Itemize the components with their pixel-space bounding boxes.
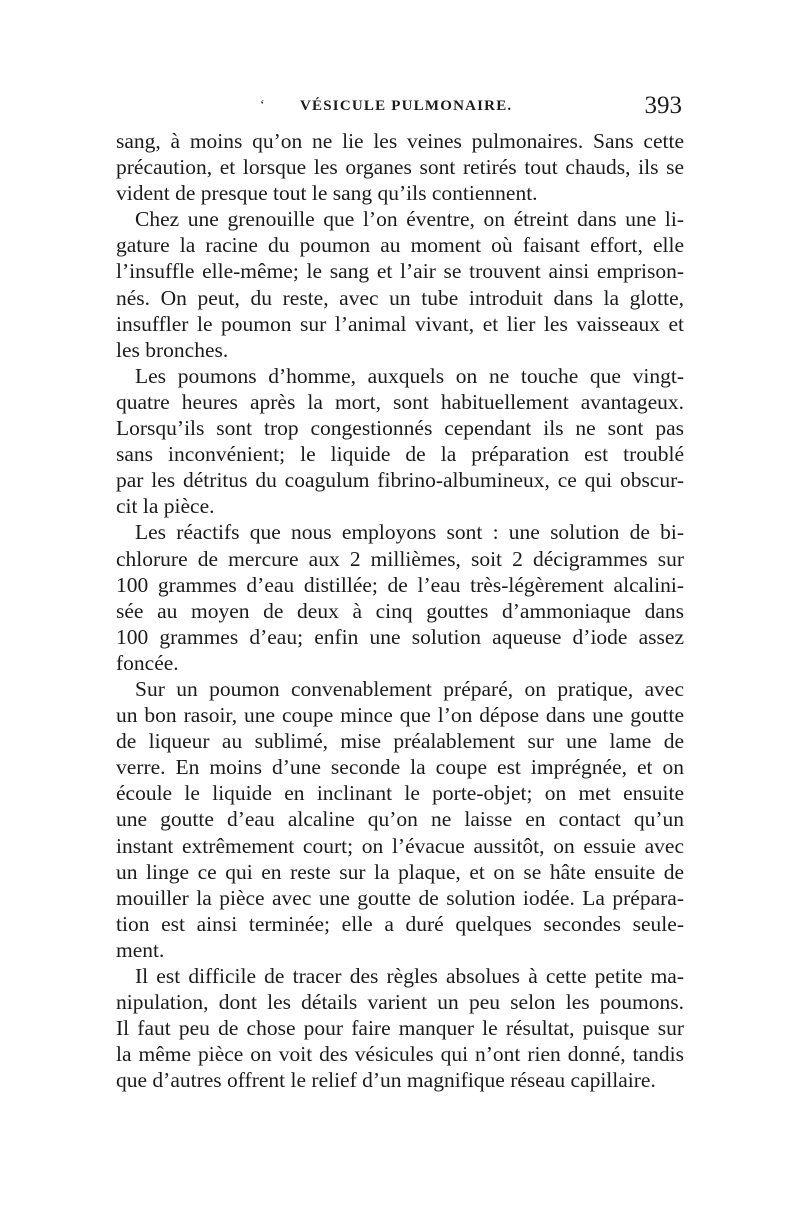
- text-line: mouiller la pièce avec une goutte de solution iodée. La prépara-: [116, 885, 684, 910]
- page-number: 393: [644, 92, 682, 119]
- text-line: sée au moyen de deux à cinq gouttes d’ammoniaque dans: [116, 598, 684, 623]
- text-line: Il faut peu de chose pour faire manquer le résultat, puisque sur: [116, 1016, 684, 1041]
- paragraph: [116, 963, 684, 1093]
- paragraph: [116, 519, 684, 676]
- paragraph: [116, 128, 684, 206]
- text-line: sang, à moins qu’on ne lie les veines pulmonaires. Sans cette: [116, 129, 684, 153]
- text-line: précaution, et lorsque les organes sont retirés tout chauds, ils se: [116, 155, 684, 180]
- text-line: par les détritus du coagulum fibrino-albumineux, ce qui obscur-: [116, 468, 684, 493]
- text-line: de liqueur au sublimé, mise préalablement sur une lame de: [116, 729, 684, 754]
- paragraph: [116, 676, 684, 963]
- text-line: vident de presque tout le sang qu’ils contiennent.: [116, 181, 538, 206]
- text-line: tion est ainsi terminée; elle a duré quelques secondes seule-: [116, 911, 684, 936]
- text-line: un bon rasoir, une coupe mince que l’on dépose dans une goutte: [116, 703, 684, 728]
- text-line: les bronches.: [116, 337, 229, 362]
- text-line: gature la racine du poumon au moment où faisant effort, elle: [116, 233, 684, 258]
- text-line: Les réactifs que nous employons sont : une solution de bi-: [135, 520, 684, 545]
- text-line: sans inconvénient; le liquide de la préparation est troublé: [116, 442, 684, 467]
- paragraph: [116, 363, 684, 520]
- text-line: chlorure de mercure aux 2 millièmes, soit 2 décigrammes sur: [116, 546, 684, 571]
- text-line: écoule le liquide en inclinant le porte-objet; on met ensuite: [116, 781, 684, 806]
- text-line: verre. En moins d’une seconde la coupe est imprégnée, et on: [116, 755, 684, 780]
- text-line: Les poumons d’homme, auxquels on ne touche que vingt-: [135, 363, 684, 388]
- body-text: [116, 128, 684, 1093]
- text-line: nipulation, dont les détails varient un peu selon les poumons.: [116, 990, 684, 1015]
- text-line: une goutte d’eau alcaline qu’on ne laisse en contact qu’un: [116, 807, 684, 832]
- text-line: la même pièce on voit des vésicules qui n’ont rien donné, tandis: [116, 1042, 684, 1067]
- text-line: insuffler le poumon sur l’animal vivant, et lier les vaisseaux et: [116, 311, 684, 336]
- text-line: que d’autres offrent le relief d’un magnifique réseau capillaire.: [116, 1068, 656, 1093]
- text-line: Chez une grenouille que l’on éventre, on étreint dans une li-: [135, 207, 684, 232]
- text-line: 100 grammes d’eau distillée; de l’eau très-légèrement alcalini-: [116, 572, 684, 597]
- text-line: nés. On peut, du reste, avec un tube introduit dans la glotte,: [116, 285, 684, 310]
- header-mark: ‘: [260, 98, 265, 113]
- paragraph: [116, 206, 684, 363]
- text-line: Sur un poumon convenablement préparé, on pratique, avec: [135, 676, 684, 701]
- text-line: instant extrêmement court; on l’évacue aussitôt, on essuie avec: [116, 833, 684, 858]
- text-line: Lorsqu’ils sont trop congestionnés cependant ils ne sont pas: [116, 416, 684, 441]
- text-line: l’insuffle elle-même; le sang et l’air se trouvent ainsi emprison-: [116, 259, 684, 284]
- text-line: 100 grammes d’eau; enfin une solution aqueuse d’iode assez: [116, 624, 684, 649]
- text-line: foncée.: [116, 650, 179, 675]
- text-line: Il est difficile de tracer des règles absolues à cette petite ma-: [135, 964, 684, 988]
- text-line: ment.: [116, 937, 165, 962]
- page-header: [116, 92, 684, 122]
- text-line: cit la pièce.: [116, 494, 215, 519]
- text-line: un linge ce qui en reste sur la plaque, et on se hâte ensuite de: [116, 859, 684, 884]
- text-line: quatre heures après la mort, sont habituellement avantageux.: [116, 389, 684, 414]
- running-title: VÉSICULE PULMONAIRE.: [300, 98, 513, 114]
